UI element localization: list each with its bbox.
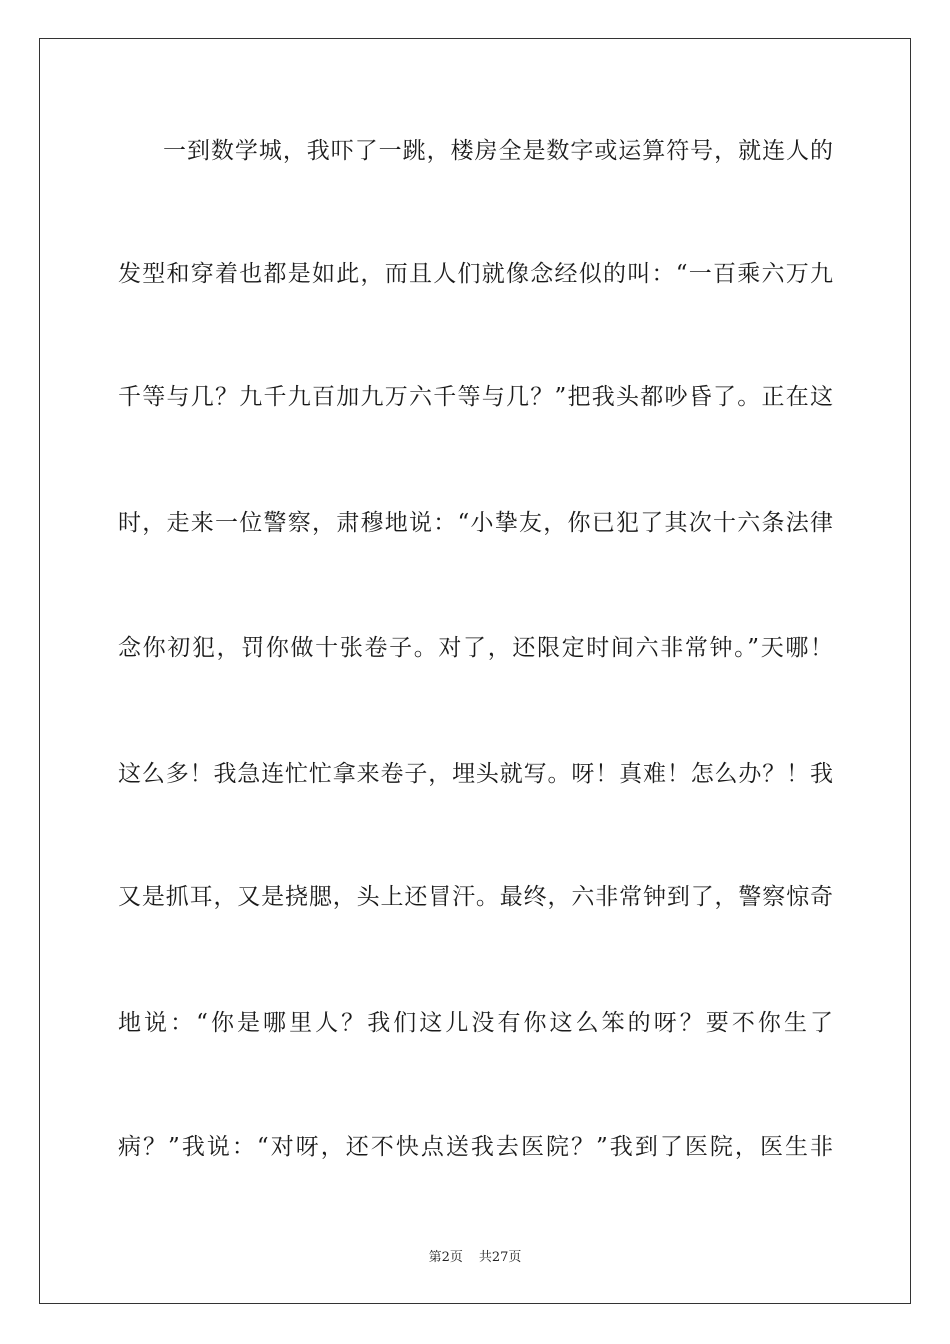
- text-line-2: 发型和穿着也都是如此，而且人们就像念经似的叫：“一百乘六万九: [118, 261, 833, 287]
- text-line-5: 念你初犯，罚你做十张卷子。对了，还限定时间六非常钟。”天哪！: [118, 635, 833, 661]
- page-number: 第2页: [428, 1250, 463, 1265]
- text-line-9: 病？”我说：“对呀，还不快点送我去医院？”我到了医院，医生非: [118, 1134, 833, 1160]
- text-line-1: 一到数学城，我吓了一跳，楼房全是数字或运算符号，就连人的: [163, 138, 833, 164]
- page-border: [39, 38, 911, 1304]
- page-footer: [0, 1246, 950, 1265]
- text-line-6: 这么多！我急连忙忙拿来卷子，埋头就写。呀！真难！怎么办？！我: [118, 761, 833, 787]
- page-total: 共27页: [478, 1250, 522, 1265]
- text-line-3: 千等与几？九千九百加九万六千等与几？”把我头都吵昏了。正在这: [118, 384, 833, 410]
- text-line-4: 时，走来一位警察，肃穆地说：“小挚友，你已犯了其次十六条法律: [118, 510, 833, 536]
- text-line-8: 地说：“你是哪里人？我们这儿没有你这么笨的呀？要不你生了: [118, 1010, 833, 1036]
- text-line-7: 又是抓耳，又是挠腮，头上还冒汗。最终，六非常钟到了，警察惊奇: [118, 884, 833, 910]
